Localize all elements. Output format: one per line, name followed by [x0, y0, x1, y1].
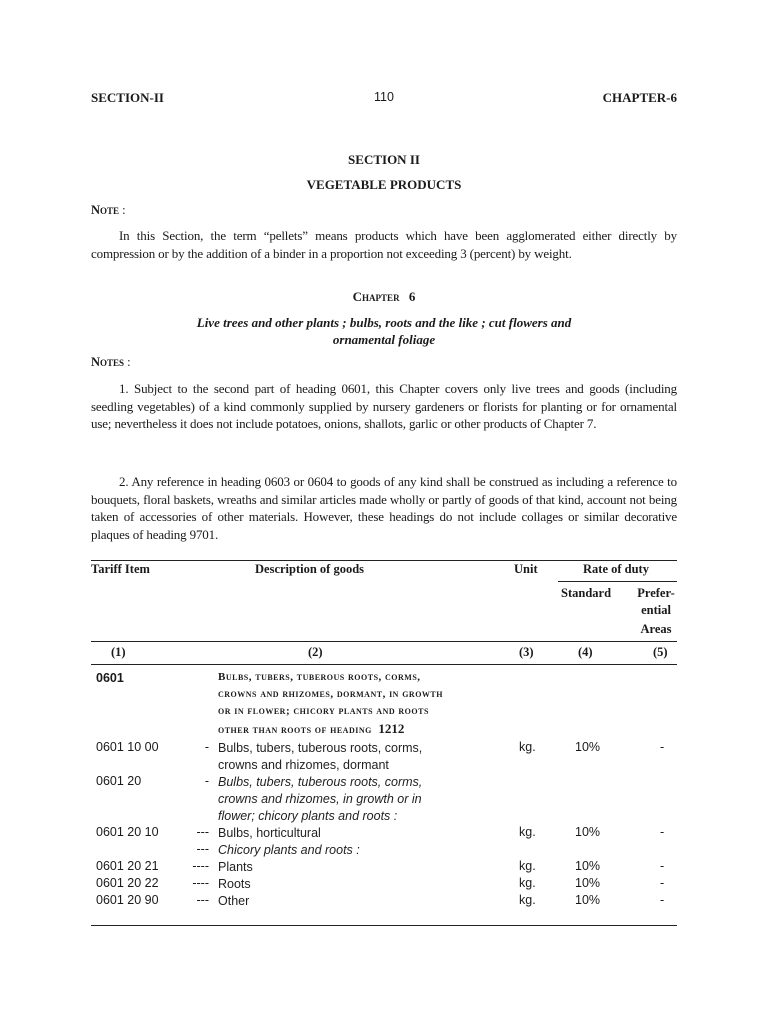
- header-chapter: CHAPTER-6: [602, 90, 677, 105]
- row-preferential-rate: -: [660, 876, 665, 890]
- row-code: 0601 20 22: [96, 876, 159, 890]
- row-dash: -: [204, 740, 209, 754]
- heading-code: 0601: [96, 671, 124, 685]
- row-desc-line1: Bulbs, tubers, tuberous roots, corms,: [218, 775, 423, 789]
- row-dash: -: [204, 774, 209, 788]
- row-dash: ----: [192, 859, 209, 873]
- document-page: [91, 0, 677, 1024]
- row-description: [218, 774, 478, 825]
- header-bottom-rule: [91, 641, 677, 642]
- chapter-notes-label: [91, 355, 131, 370]
- running-header: [91, 90, 677, 108]
- header-description: Description of goods: [255, 562, 365, 576]
- col-number-4: (4): [578, 645, 593, 659]
- heading-desc-line4-text: other than roots of heading: [218, 724, 372, 736]
- row-standard-rate: 10%: [575, 825, 601, 839]
- chapter-notes-label-text: Notes: [91, 355, 125, 369]
- row-code: 0601 20 10: [96, 825, 159, 839]
- heading-description: [218, 669, 483, 739]
- header-tariff-item: Tariff Item: [91, 562, 150, 576]
- header-standard: Standard: [561, 586, 612, 600]
- row-desc-line2: crowns and rhizomes, dormant: [218, 758, 389, 772]
- section-note-label-text: Note: [91, 203, 120, 217]
- row-code: 0601 20 21: [96, 859, 159, 873]
- col-number-rule: [91, 664, 677, 665]
- header-unit: Unit: [514, 562, 538, 576]
- chapter-number: 6: [408, 289, 416, 304]
- row-description: Bulbs, horticultural: [218, 826, 321, 840]
- section-note-text: In this Section, the term “pellets” means products which have been agglomerated either directly by compression or by the addition of a binder in a proportion not exceeding 3 (percent) by weight.: [91, 228, 677, 261]
- heading-desc-line3: or in flower; chicory plants and roots: [218, 705, 429, 717]
- row-unit: kg.: [519, 740, 536, 754]
- chapter-note-1: 1. Subject to the second part of heading 0601, this Chapter covers only live trees and goods (including seedling vegetables) of a kind commonly supplied by nursery gardeners or florists for planting or for ornamental use; nevertheless it does not include potatoes, onions, shallots, garlic or other products of Chapter 7.: [91, 381, 677, 431]
- table-bottom-rule: [91, 925, 677, 926]
- row-desc-line1: Bulbs, tubers, tuberous roots, corms,: [218, 741, 423, 755]
- section-note-colon: :: [119, 203, 126, 217]
- section-note-label: [91, 203, 126, 218]
- row-code: 0601 10 00: [96, 740, 159, 754]
- row-unit: kg.: [519, 859, 536, 873]
- row-unit: kg.: [519, 876, 536, 890]
- row-dash: ---: [196, 825, 209, 839]
- row-preferential-rate: -: [660, 893, 665, 907]
- header-section: SECTION-II: [91, 90, 164, 105]
- row-unit: kg.: [519, 893, 536, 907]
- chapter-note-2: 2. Any reference in heading 0603 or 0604 to goods of any kind shall be construed as including a reference to bouquets, floral baskets, wreaths and similar articles made wholly or partly of goods of that kind, account not being taken of accessories of other materials. However, these headings do not include collages or similar decorative plaques of heading 9701.: [91, 474, 677, 542]
- row-description: Roots: [218, 877, 251, 891]
- row-standard-rate: 10%: [575, 740, 601, 754]
- row-description: [218, 740, 478, 774]
- heading-desc-line2: crowns and rhizomes, dormant, in growth: [218, 688, 443, 700]
- col-number-2: (2): [308, 645, 323, 659]
- header-rate-of-duty: Rate of duty: [583, 562, 649, 576]
- heading-desc-line1: Bulbs, tubers, tuberous roots, corms,: [218, 671, 421, 683]
- header-pref-line2: ential: [641, 603, 671, 617]
- chapter-title-line2: ornamental foliage: [332, 332, 436, 347]
- rate-sub-rule: [558, 581, 677, 582]
- col-number-5: (5): [653, 645, 668, 659]
- table-top-rule: [91, 560, 677, 561]
- row-dash: ---: [196, 842, 209, 856]
- row-preferential-rate: -: [660, 859, 665, 873]
- heading-desc-line4: [218, 720, 483, 739]
- chapter-label: Chapter: [352, 289, 400, 304]
- row-code: 0601 20 90: [96, 893, 159, 907]
- row-standard-rate: 10%: [575, 876, 601, 890]
- row-description: Chicory plants and roots :: [218, 843, 360, 857]
- header-pref-line3: Areas: [640, 622, 672, 636]
- row-standard-rate: 10%: [575, 893, 601, 907]
- row-description: Other: [218, 894, 250, 908]
- heading-ref-number: 1212: [378, 721, 405, 736]
- section-title: SECTION II: [348, 152, 420, 167]
- row-code: 0601 20: [96, 774, 142, 788]
- row-preferential-rate: -: [660, 740, 665, 754]
- col-number-1: (1): [111, 645, 126, 659]
- page-number: 110: [374, 90, 394, 104]
- col-number-3: (3): [519, 645, 534, 659]
- chapter-notes-colon: :: [124, 355, 131, 369]
- row-preferential-rate: -: [660, 825, 665, 839]
- row-description: Plants: [218, 860, 253, 874]
- header-pref-line1: Prefer-: [637, 586, 675, 600]
- chapter-heading: [91, 289, 677, 305]
- chapter-title-line1: Live trees and other plants ; bulbs, roots and the like ; cut flowers and: [196, 315, 572, 330]
- section-subtitle: VEGETABLE PRODUCTS: [306, 177, 462, 192]
- row-standard-rate: 10%: [575, 859, 601, 873]
- row-unit: kg.: [519, 825, 536, 839]
- row-desc-line2: crowns and rhizomes, in growth or in: [218, 792, 422, 806]
- row-dash: ----: [192, 876, 209, 890]
- row-dash: ---: [196, 893, 209, 907]
- row-desc-line3: flower; chicory plants and roots :: [218, 809, 398, 823]
